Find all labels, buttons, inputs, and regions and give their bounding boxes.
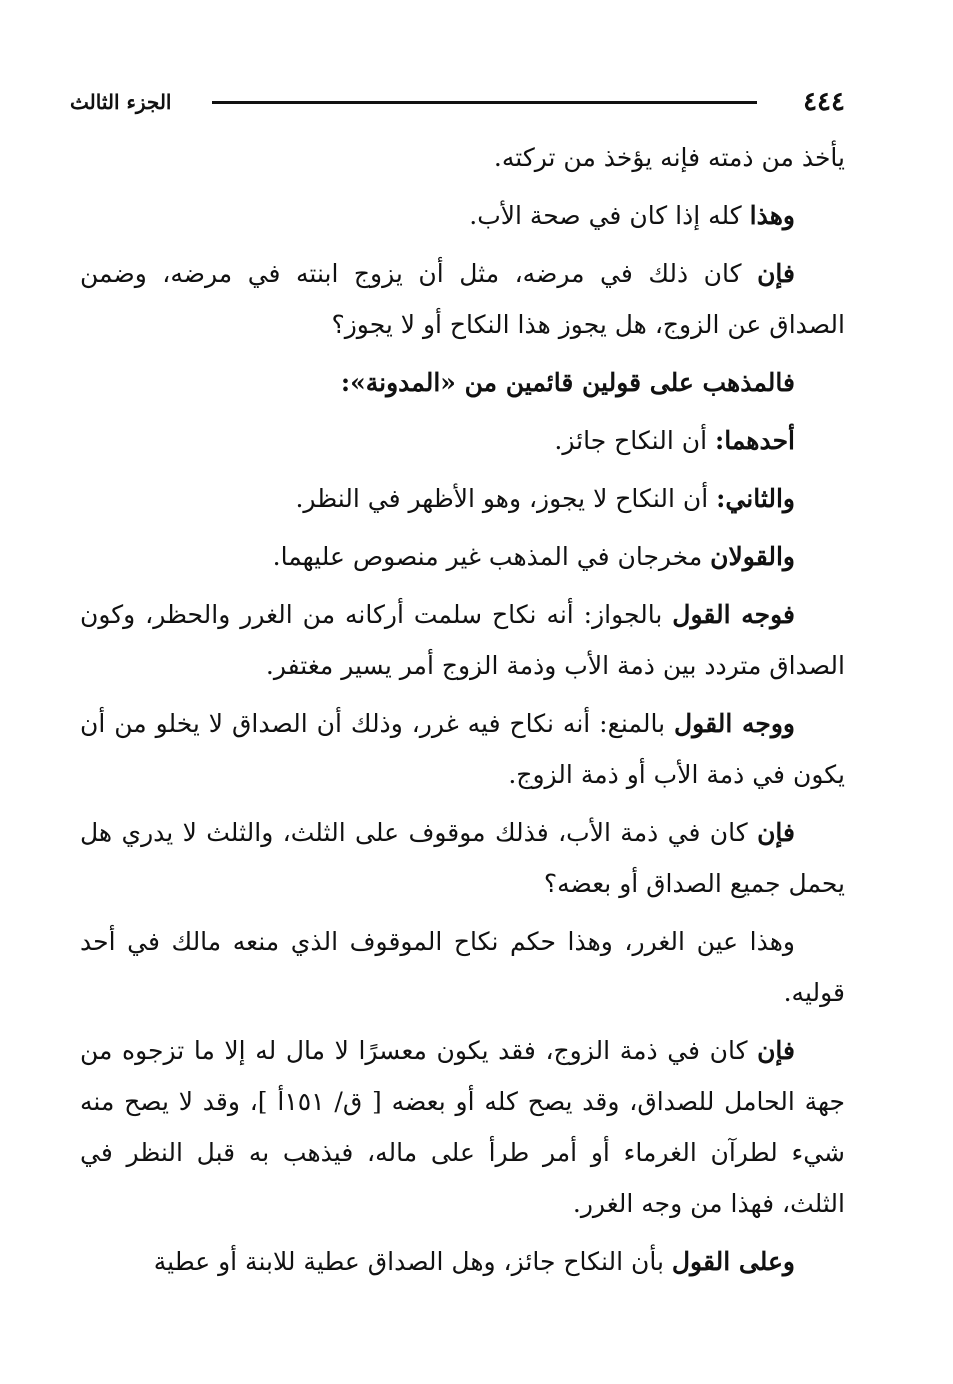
paragraph xyxy=(80,473,845,524)
paragraph-lead: أحدهما: xyxy=(714,426,795,455)
page-header xyxy=(70,84,845,120)
paragraph xyxy=(80,698,845,800)
paragraph xyxy=(80,916,845,1018)
paragraph-lead: والقولان xyxy=(710,542,795,571)
paragraph-lead: وهذا xyxy=(749,201,795,230)
paragraph-lead: فوجه القول xyxy=(672,600,795,629)
page-number: ٤٤٤ xyxy=(803,87,845,117)
paragraph-lead: وعلى القول xyxy=(671,1247,795,1276)
paragraph-text: بأن النكاح جائز، وهل الصداق عطية للابنة أو عطية xyxy=(153,1247,672,1276)
paragraph xyxy=(80,807,845,909)
part-title: الجزء الثالث xyxy=(70,90,172,114)
paragraph xyxy=(80,415,845,466)
paragraph-text: كان في ذمة الزوج، فقد يكون معسرًا لا مال له إلا ما تزجوه من جهة الحامل للصداق، وقد يصح كله أو بعضه [ ق/ ١٥١أ ]، وقد لا يصح منه شيء لطرآن الغرماء أو أمر طرأ على ماله، فيذهب به قبل النظر في الثلث، فهذا من وجه الغرر. xyxy=(80,1036,845,1218)
paragraph-text: بالجواز: أنه نكاح سلمت أركانه من الغرر والحظر، وكون الصداق متردد بين ذمة الأب وذمة الزوج أمر يسير مغتفر. xyxy=(80,600,845,680)
paragraph-lead: فإن xyxy=(757,818,795,847)
paragraph xyxy=(80,190,845,241)
paragraph-text: كان في ذمة الأب، فذلك موقوف على الثلث، والثلث لا يدري هل يحمل جميع الصداق أو بعضه؟ xyxy=(80,818,845,898)
paragraph xyxy=(80,248,845,350)
header-rule xyxy=(212,101,757,104)
paragraph xyxy=(80,132,845,183)
paragraph-lead: والثاني: xyxy=(716,484,795,513)
paragraph-text: أن النكاح جائز. xyxy=(554,426,715,455)
paragraph xyxy=(80,357,845,408)
paragraph-lead: ووجه القول xyxy=(674,709,795,738)
paragraph xyxy=(80,1025,845,1229)
paragraph-text: كان ذلك في مرضه، مثل أن يزوج ابنته في مرضه، وضمن الصداق عن الزوج، هل يجوز هذا النكاح أو لا يجوز؟ xyxy=(80,259,845,339)
paragraph-lead: فإن xyxy=(757,1036,795,1065)
paragraph-text: مخرجان في المذهب غير منصوص عليهما. xyxy=(272,542,711,571)
page-body xyxy=(80,132,845,1294)
paragraph xyxy=(80,589,845,691)
paragraph-lead: فإن xyxy=(757,259,795,288)
paragraph xyxy=(80,1236,845,1287)
paragraph xyxy=(80,531,845,582)
paragraph-text: يأخذ من ذمته فإنه يؤخذ من تركته. xyxy=(493,143,845,172)
paragraph-lead: فالمذهب على قولين قائمين من «المدونة»: xyxy=(340,368,795,397)
paragraph-text: وهذا عين الغرر، وهذا حكم نكاح الموقوف الذي منعه مالك في أحد قوليه. xyxy=(80,927,845,1007)
paragraph-text: أن النكاح لا يجوز، وهو الأظهر في النظر. xyxy=(295,484,717,513)
paragraph-text: كله إذا كان في صحة الأب. xyxy=(469,201,750,230)
paragraph-text: بالمنع: أنه نكاح فيه غرر، وذلك أن الصداق لا يخلو من أن يكون في ذمة الأب أو ذمة الزوج. xyxy=(80,709,845,789)
